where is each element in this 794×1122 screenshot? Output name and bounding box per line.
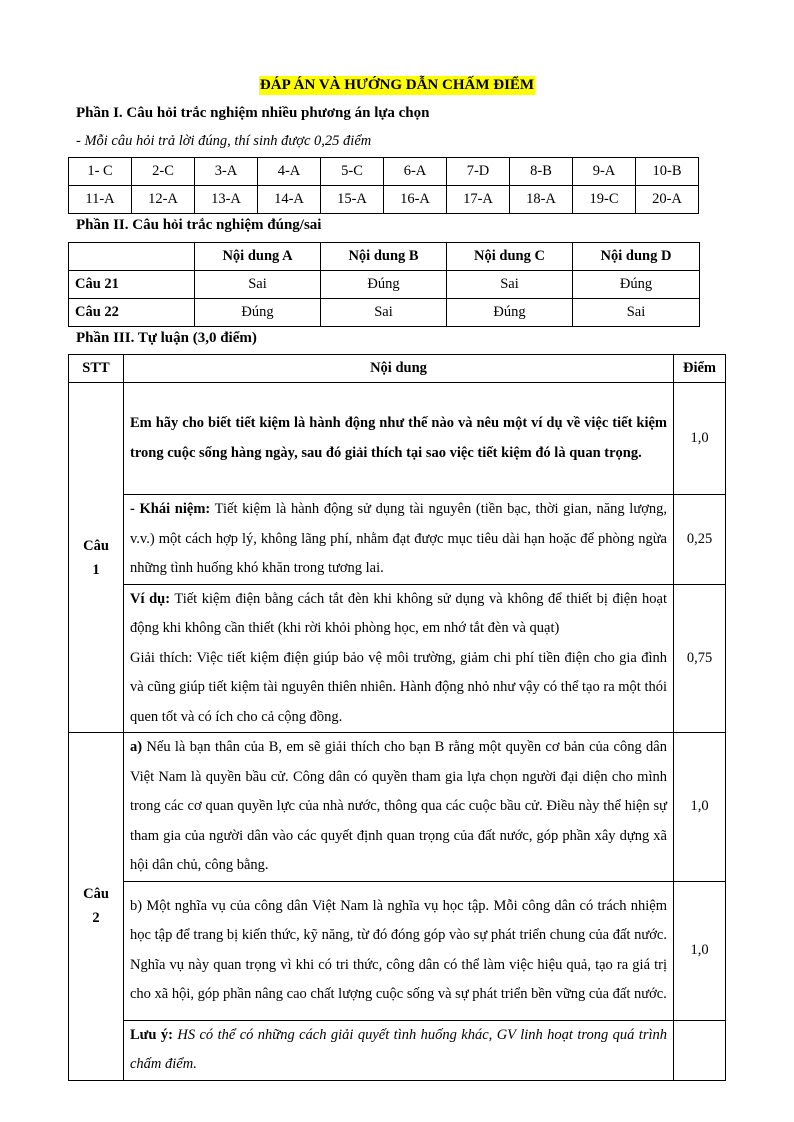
part1-answer-table xyxy=(68,157,699,214)
value-cell: Đúng xyxy=(573,271,700,299)
value-cell: Đúng xyxy=(321,271,447,299)
note-label: Lưu ý: xyxy=(130,1026,173,1043)
part2-heading: Phần II. Câu hỏi trắc nghiệm đúng/sai xyxy=(76,217,322,233)
answer-cell: 1- C xyxy=(69,158,132,186)
header-cell: Nội dung D xyxy=(573,243,700,271)
table-row xyxy=(69,158,699,186)
table-row xyxy=(69,383,726,495)
table-header-row xyxy=(69,355,726,383)
answer-cell: 20-A xyxy=(636,186,699,214)
table-row xyxy=(69,186,699,214)
concept-text: Tiết kiệm là hành động sử dụng tài nguyên (tiền bạc, thời gian, năng lượng, v.v.) một cách hợp lý, không lãng phí, nhằm đạt được mục tiêu dài hạn hoặc để phòng ngừa những tình huống khó khăn trong tương lai. xyxy=(130,501,667,576)
answer-cell: 17-A xyxy=(447,186,510,214)
question-1-example-score: 0,75 xyxy=(674,584,726,733)
question-label-word: Câu xyxy=(83,886,109,903)
part3-heading: Phần III. Tự luận (3,0 điểm) xyxy=(76,330,257,346)
question-label-number: 2 xyxy=(92,910,100,927)
question-2-part-a-score: 1,0 xyxy=(674,733,726,882)
question-1-concept-score: 0,25 xyxy=(674,495,726,585)
grading-note xyxy=(124,1020,674,1080)
answer-cell: 13-A xyxy=(195,186,258,214)
question-1-concept xyxy=(124,495,674,585)
question-1-label xyxy=(69,383,124,733)
part-a-label: a) xyxy=(130,739,143,755)
question-2-part-b: b) Một nghĩa vụ của công dân Việt Nam là nghĩa vụ học tập. Mỗi công dân có trách nhiệm học tập để trang bị kiến thức, kỹ năng, từ đó đóng góp vào sự phát triển chung của đất nước. Nghĩa vụ này quan trọng vì khi có tri thức, công dân có thể làm việc hiệu quả, tạo ra giá trị cho xã hội, góp phần nâng cao chất lượng cuộc sống và sự phát triển bền vững của đất nước. xyxy=(124,881,674,1020)
question-2-label xyxy=(69,733,124,1081)
title-wrap xyxy=(0,76,794,95)
question-2-part-a xyxy=(124,733,674,882)
document-title: ĐÁP ÁN VÀ HƯỚNG DẪN CHẤM ĐIỂM xyxy=(259,77,535,93)
header-content: Nội dung xyxy=(124,355,674,383)
header-stt: STT xyxy=(69,355,124,383)
table-header-row xyxy=(69,243,700,271)
value-cell: Sai xyxy=(195,271,321,299)
answer-cell: 2-C xyxy=(132,158,195,186)
header-cell: Nội dung A xyxy=(195,243,321,271)
answer-cell: 18-A xyxy=(510,186,573,214)
value-cell: Đúng xyxy=(195,299,321,327)
answer-cell: 19-C xyxy=(573,186,636,214)
answer-cell: 7-D xyxy=(447,158,510,186)
header-score: Điểm xyxy=(674,355,726,383)
value-cell: Sai xyxy=(321,299,447,327)
table-row xyxy=(69,881,726,1020)
answer-cell: 6-A xyxy=(384,158,447,186)
value-cell: Sai xyxy=(573,299,700,327)
answer-cell: 10-B xyxy=(636,158,699,186)
table-row xyxy=(69,299,700,327)
table-row xyxy=(69,271,700,299)
part1-scoring-note: - Mỗi câu hỏi trả lời đúng, thí sinh được 0,25 điểm xyxy=(76,133,372,149)
question-label-number: 1 xyxy=(92,561,100,578)
table-row xyxy=(69,1020,726,1080)
table-row xyxy=(69,733,726,882)
part3-essay-table xyxy=(68,354,726,1081)
table-row xyxy=(69,495,726,585)
concept-label: - Khái niệm: xyxy=(130,501,211,517)
row-label: Câu 22 xyxy=(69,299,195,327)
answer-cell: 9-A xyxy=(573,158,636,186)
question-1-score: 1,0 xyxy=(674,383,726,495)
answer-cell: 5-C xyxy=(321,158,384,186)
example-text: Tiết kiệm điện bằng cách tắt đèn khi không sử dụng và không để thiết bị điện hoạt động khi không cần thiết (khi rời khỏi phòng học, em nhớ tắt đèn và quạt) xyxy=(130,590,667,636)
value-cell: Đúng xyxy=(447,299,573,327)
question-2-part-b-score: 1,0 xyxy=(674,881,726,1020)
table-row xyxy=(69,584,726,733)
header-cell: Nội dung C xyxy=(447,243,573,271)
header-cell-empty xyxy=(69,243,195,271)
grading-note-score-empty xyxy=(674,1020,726,1080)
part2-true-false-table xyxy=(68,242,700,327)
answer-cell: 11-A xyxy=(69,186,132,214)
answer-cell: 14-A xyxy=(258,186,321,214)
question-1-example xyxy=(124,584,674,733)
question-label-word: Câu xyxy=(83,537,109,554)
answer-cell: 3-A xyxy=(195,158,258,186)
answer-cell: 12-A xyxy=(132,186,195,214)
value-cell: Sai xyxy=(447,271,573,299)
row-label: Câu 21 xyxy=(69,271,195,299)
header-cell: Nội dung B xyxy=(321,243,447,271)
example-label: Ví dụ: xyxy=(130,590,171,607)
explanation-text: Giải thích: Việc tiết kiệm điện giúp bảo vệ môi trường, giảm chi phí tiền điện cho gia đình và cũng giúp tiết kiệm tài nguyên thiên nhiên. Hành động nhỏ như vậy có thể tạo ra một thói quen tốt và có ích cho cả cộng đồng. xyxy=(130,649,667,725)
part1-heading: Phần I. Câu hỏi trắc nghiệm nhiều phương án lựa chọn xyxy=(76,105,430,121)
answer-cell: 8-B xyxy=(510,158,573,186)
question-1-prompt: Em hãy cho biết tiết kiệm là hành động như thế nào và nêu một ví dụ về việc tiết kiệm trong cuộc sống hàng ngày, sau đó giải thích tại sao việc tiết kiệm đó là quan trọng. xyxy=(124,383,674,495)
answer-cell: 16-A xyxy=(384,186,447,214)
answer-cell: 15-A xyxy=(321,186,384,214)
note-text: HS có thể có những cách giải quyết tình huống khác, GV linh hoạt trong quá trình chấm điểm. xyxy=(130,1026,668,1072)
answer-cell: 4-A xyxy=(258,158,321,186)
part-a-text: Nếu là bạn thân của B, em sẽ giải thích cho bạn B rằng một quyền cơ bản của công dân Việt Nam là quyền bầu cử. Công dân có quyền tham gia lựa chọn người đại diện cho mình trong các cơ quan quyền lực của nhà nước, thông qua các cuộc bầu cử. Điều này thể hiện sự tham gia của người dân vào các quyết định quan trọng của đất nước, góp phần xây dựng xã hội dân chủ, công bằng. xyxy=(130,739,667,873)
